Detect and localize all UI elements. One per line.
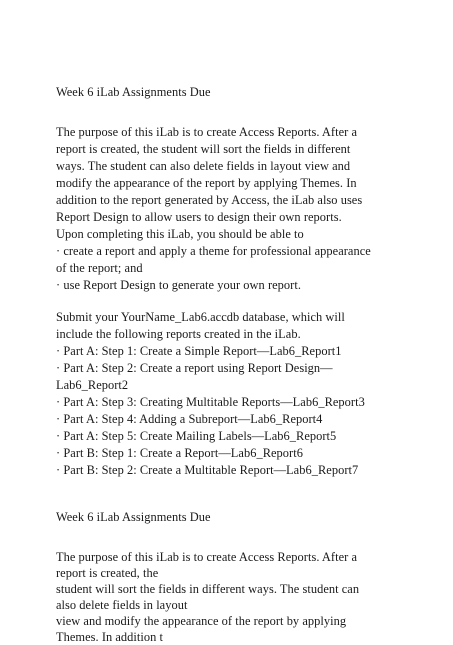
text-line: Upon completing this iLab, you should be able to <box>56 227 304 241</box>
text-line: Lab6_Report2 <box>56 378 129 392</box>
bullet-item: · Part A: Step 4: Adding a Subreport—Lab6_Report4 <box>56 412 323 426</box>
text-line: student will sort the fields in different ways. The student can <box>56 582 360 596</box>
text-line: ways. The student can also delete fields in layout view and <box>56 159 351 173</box>
text-line: Submit your YourName_Lab6.accdb database, which will <box>56 310 345 324</box>
bullet-item: · Part A: Step 2: Create a report using Report Design— <box>56 361 333 375</box>
text-line: The purpose of this iLab is to create Access Reports. After a <box>56 550 358 564</box>
text-line: The purpose of this iLab is to create Access Reports. After a <box>56 125 358 139</box>
text-line: also delete fields in layout <box>56 598 188 612</box>
page-heading: Week 6 iLab Assignments Due <box>56 85 211 99</box>
text-line: modify the appearance of the report by applying Themes. In <box>56 176 357 190</box>
bullet-item: · create a report and apply a theme for professional appearance <box>56 244 371 258</box>
page-heading-repeat: Week 6 iLab Assignments Due <box>56 510 211 524</box>
bullet-item: · use Report Design to generate your own report. <box>56 278 301 292</box>
text-line: include the following reports created in the iLab. <box>56 327 301 341</box>
text-line: Report Design to allow users to design their own reports. <box>56 210 342 224</box>
bullet-item: · Part B: Step 2: Create a Multitable Report—Lab6_Report7 <box>56 463 359 477</box>
bullet-item: · Part A: Step 1: Create a Simple Report—Lab6_Report1 <box>56 344 342 358</box>
bullet-item: · Part A: Step 3: Creating Multitable Reports—Lab6_Report3 <box>56 395 365 409</box>
bullet-item: · Part B: Step 1: Create a Report—Lab6_Report6 <box>56 446 303 460</box>
text-line: view and modify the appearance of the report by applying <box>56 614 347 628</box>
text-line: report is created, the <box>56 566 159 580</box>
text-line: report is created, the student will sort the fields in different <box>56 142 351 156</box>
text-line: Themes. In addition t <box>56 630 164 644</box>
text-line: addition to the report generated by Access, the iLab also uses <box>56 193 363 207</box>
text-line: of the report; and <box>56 261 143 275</box>
bullet-item: · Part A: Step 5: Create Mailing Labels—Lab6_Report5 <box>56 429 337 443</box>
